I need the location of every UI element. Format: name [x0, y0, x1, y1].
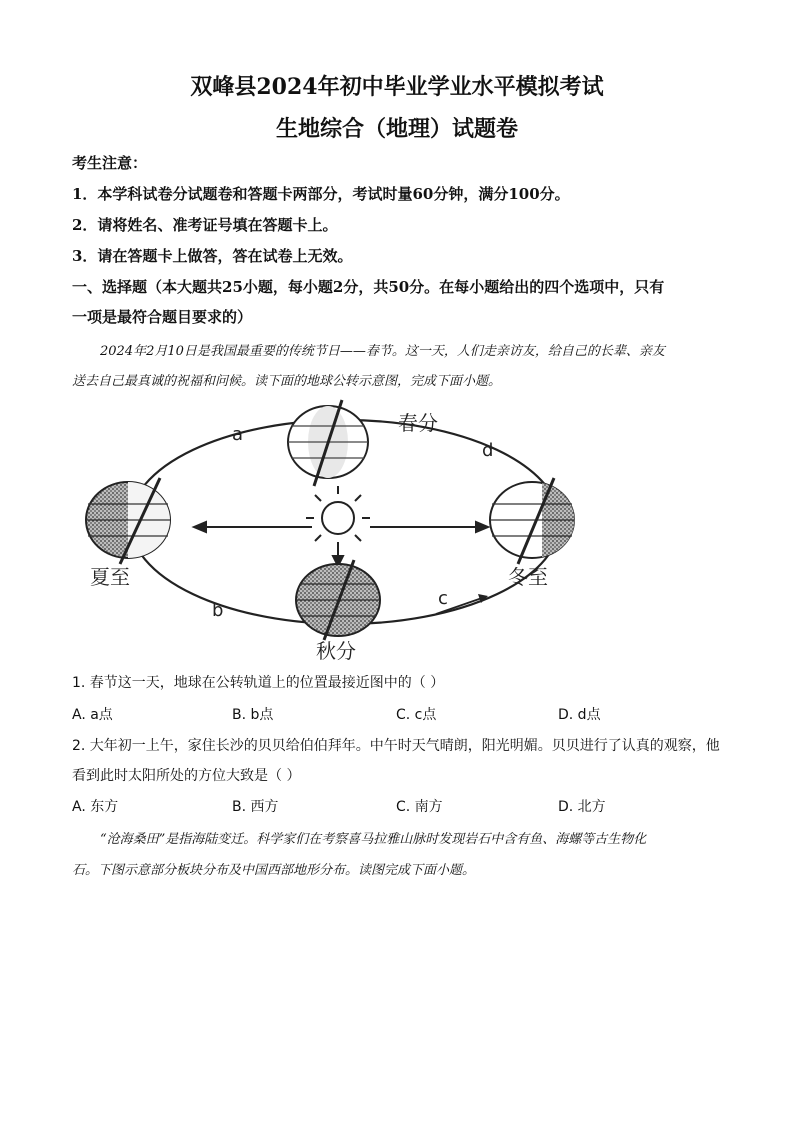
intro2-line2: 石。下图示意部分板块分布及中国西部地形分布。读图完成下面小题。 [72, 863, 476, 878]
notice-item-2: 2．请将姓名、准考证号填在答题卡上。 [72, 216, 338, 234]
label-spring-equinox: 春分 [398, 411, 438, 435]
sun-icon [306, 486, 370, 550]
arrow-to-summer-icon [194, 522, 206, 532]
point-label-a: a [232, 424, 244, 445]
point-label-b: b [212, 600, 224, 621]
section-heading-line2: 一项是最符合题目要求的） [72, 308, 253, 326]
notice-heading: 考生注意： [72, 154, 148, 172]
question-1-option-c[interactable]: C. c点 [396, 707, 437, 723]
question-1-option-b[interactable]: B. b点 [232, 707, 274, 723]
point-label-c: c [438, 588, 448, 609]
question-2-stem-line1: 2. 大年初一上午，家住长沙的贝贝给伯伯拜年。中午时天气晴朗，阳光明媚。贝贝进行了认真的观察，他 [72, 738, 720, 754]
notice-item-1: 1．本学科试卷分试题卷和答题卡两部分，考试时量60分钟，满分100分。 [72, 185, 570, 203]
question-2-option-a[interactable]: A. 东方 [72, 799, 119, 815]
question-2-stem-line2: 看到此时太阳所处的方位大致是（ ） [72, 768, 301, 784]
earth-spring-equinox [288, 400, 368, 486]
earth-revolution-diagram [80, 392, 600, 664]
question-1-option-a[interactable]: A. a点 [72, 707, 113, 723]
earth-winter-solstice [490, 478, 574, 564]
intro1-line1: 2024年2月10日是我国最重要的传统节日——春节。这一天，人们走亲访友，给自己的长辈、亲友 [100, 344, 665, 359]
point-label-d: d [482, 440, 494, 461]
earth-summer-solstice [86, 478, 170, 564]
question-1-stem: 1. 春节这一天，地球在公转轨道上的位置最接近图中的（ ） [72, 675, 445, 691]
label-summer-solstice: 夏至 [90, 565, 130, 589]
intro1-line2: 送去自己最真诚的祝福和问候。读下面的地球公转示意图，完成下面小题。 [72, 374, 502, 389]
section-heading-line1: 一、选择题（本大题共25小题，每小题2分，共50分。在每小题给出的四个选项中，只有 [72, 278, 665, 296]
question-2-option-d[interactable]: D. 北方 [558, 799, 606, 815]
earth-autumn-equinox [296, 560, 380, 640]
exam-subtitle: 生地综合（地理）试题卷 [275, 116, 518, 142]
notice-item-3: 3．请在答题卡上做答，答在试卷上无效。 [72, 247, 353, 265]
label-winter-solstice: 冬至 [508, 565, 548, 589]
arrow-to-winter-icon [476, 522, 488, 532]
question-1-option-d[interactable]: D. d点 [558, 707, 601, 723]
exam-title: 双峰县2024年初中毕业学业水平模拟考试 [190, 74, 604, 100]
question-2-option-c[interactable]: C. 南方 [396, 799, 443, 815]
label-autumn-equinox: 秋分 [316, 639, 356, 663]
question-2-option-b[interactable]: B. 西方 [232, 799, 279, 815]
intro2-line1: “沧海桑田”是指海陆变迁。科学家们在考察喜马拉雅山脉时发现岩石中含有鱼、海螺等古生物化 [100, 832, 647, 847]
